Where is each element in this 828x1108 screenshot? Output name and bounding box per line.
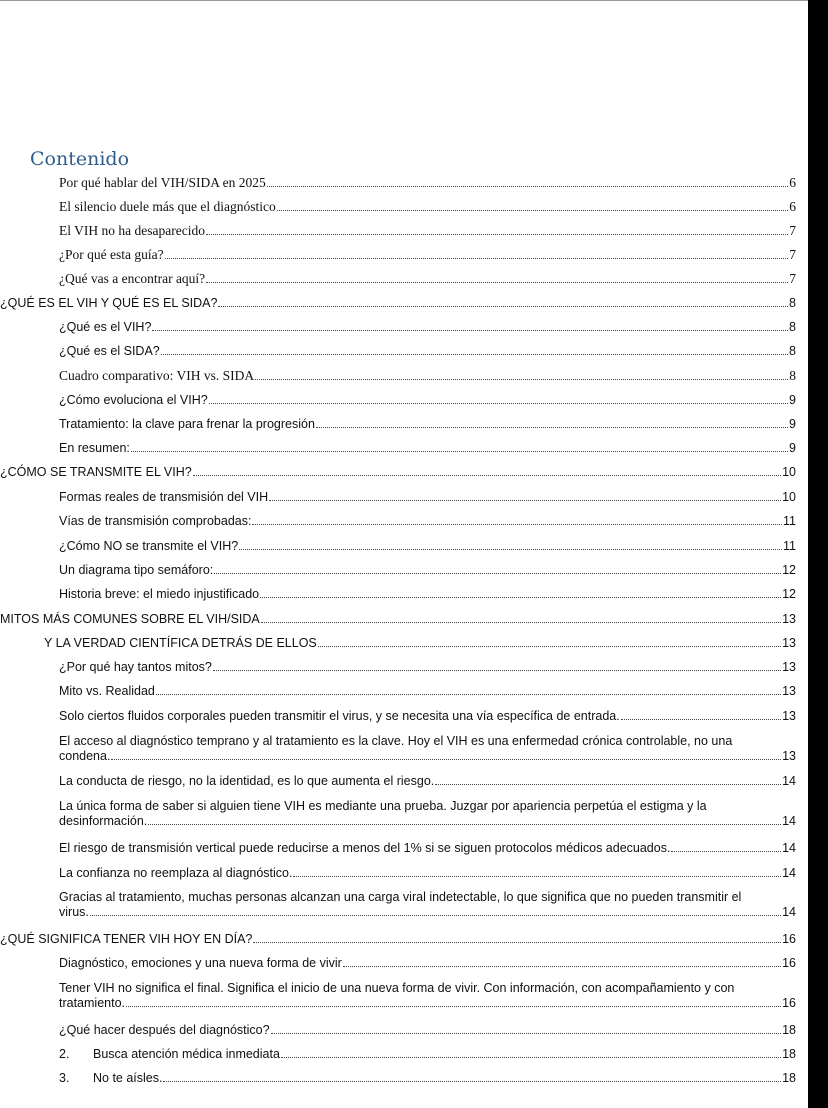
toc-page-number: 10 bbox=[782, 465, 796, 479]
toc-page-number: 14 bbox=[782, 905, 796, 919]
toc-entry-title: ¿Qué es el SIDA? bbox=[59, 344, 160, 358]
toc-entry-title: ¿CÓMO SE TRANSMITE EL VIH? bbox=[0, 465, 192, 479]
toc-dot-leader bbox=[271, 1033, 782, 1034]
toc-dot-leader bbox=[206, 234, 788, 235]
toc-entry-title: Solo ciertos fluidos corporales pueden transmitir el virus, y se necesita una vía específica de entrada. bbox=[59, 709, 620, 723]
toc-entry-title: El silencio duele más que el diagnóstico bbox=[59, 199, 276, 214]
toc-entry-title: Cuadro comparativo: VIH vs. SIDA bbox=[59, 368, 255, 383]
toc-entry-title-line1: La única forma de saber si alguien tiene VIH es mediante una prueba. Juzgar por apariencia perpetúa el estigma y la bbox=[59, 799, 707, 813]
toc-entry-title: ¿Cómo evoluciona el VIH? bbox=[59, 393, 208, 407]
toc-entry[interactable] bbox=[59, 1047, 796, 1062]
toc-entry[interactable] bbox=[59, 490, 796, 505]
toc-dot-leader bbox=[131, 451, 788, 452]
toc-heading: Contenido bbox=[30, 148, 130, 170]
toc-entry-number: 3. bbox=[59, 1071, 70, 1085]
toc-dot-leader bbox=[260, 597, 781, 598]
toc-entry-title: ¿QUÉ ES EL VIH Y QUÉ ES EL SIDA? bbox=[0, 296, 218, 310]
toc-entry-title: Busca atención médica inmediata bbox=[93, 1047, 280, 1061]
toc-dot-leader bbox=[214, 573, 781, 574]
toc-page-number: 12 bbox=[782, 563, 796, 577]
toc-entry[interactable] bbox=[59, 247, 796, 262]
toc-entry[interactable] bbox=[59, 320, 796, 335]
toc-page-number: 16 bbox=[782, 956, 796, 970]
toc-page-number: 9 bbox=[789, 393, 796, 407]
toc-page-number: 13 bbox=[782, 684, 796, 698]
toc-dot-leader bbox=[252, 524, 782, 525]
toc-entry[interactable] bbox=[59, 587, 796, 602]
toc-dot-leader bbox=[161, 354, 788, 355]
toc-dot-leader bbox=[261, 622, 781, 623]
toc-page-number: 6 bbox=[789, 199, 796, 214]
toc-page-number: 8 bbox=[789, 368, 796, 383]
toc-entry[interactable] bbox=[59, 441, 796, 456]
toc-entry-title: ¿Por qué hay tantos mitos? bbox=[59, 660, 212, 674]
toc-page-number: 9 bbox=[789, 417, 796, 431]
toc-dot-leader bbox=[269, 500, 781, 501]
toc-entry-title: El riesgo de transmisión vertical puede reducirse a menos del 1% si se siguen protocolos médicos adecuados. bbox=[59, 841, 671, 855]
toc-page-number: 14 bbox=[782, 866, 796, 880]
toc-dot-leader bbox=[206, 282, 788, 283]
toc-entry-title: desinformación. bbox=[59, 814, 148, 828]
toc-entry-title: MITOS MÁS COMUNES SOBRE EL VIH/SIDA bbox=[0, 612, 260, 626]
toc-entry[interactable] bbox=[0, 296, 796, 311]
toc-entry-number: 2. bbox=[59, 1047, 70, 1061]
toc-page-number: 6 bbox=[789, 175, 796, 190]
toc-entry[interactable] bbox=[0, 932, 796, 947]
toc-entry[interactable] bbox=[59, 734, 796, 764]
toc-entry-title: Y LA VERDAD CIENTÍFICA DETRÁS DE ELLOS bbox=[44, 636, 317, 650]
toc-entry-title: No te aísles. bbox=[93, 1071, 163, 1085]
toc-entry-title-line1: Tener VIH no significa el final. Significa el inicio de una nueva forma de vivir. Con información, con acompañamiento y con bbox=[59, 981, 735, 995]
toc-dot-leader bbox=[165, 258, 789, 259]
toc-dot-leader bbox=[621, 719, 781, 720]
toc-entry[interactable] bbox=[59, 774, 796, 789]
toc-dot-leader bbox=[209, 403, 788, 404]
toc-entry[interactable] bbox=[59, 660, 796, 675]
toc-entry[interactable] bbox=[44, 636, 796, 651]
toc-dot-leader bbox=[90, 915, 781, 916]
toc-dot-leader bbox=[281, 1057, 781, 1058]
toc-entry-title: ¿Qué hacer después del diagnóstico? bbox=[59, 1023, 270, 1037]
toc-entry-title: ¿Por qué esta guía? bbox=[59, 247, 164, 262]
toc-entry-title: Vías de transmisión comprobadas: bbox=[59, 514, 252, 528]
toc-page-number: 8 bbox=[789, 320, 796, 334]
toc-page-number: 10 bbox=[782, 490, 796, 504]
toc-entry[interactable] bbox=[59, 956, 796, 971]
toc-entry-title: Tratamiento: la clave para frenar la progresión bbox=[59, 417, 315, 431]
toc-entry[interactable] bbox=[59, 890, 796, 920]
toc-entry[interactable] bbox=[59, 866, 796, 881]
toc-entry[interactable] bbox=[59, 684, 796, 699]
toc-dot-leader bbox=[671, 851, 781, 852]
toc-entry[interactable] bbox=[59, 223, 796, 238]
toc-dot-leader bbox=[318, 646, 781, 647]
toc-entry-title: virus. bbox=[59, 905, 89, 919]
toc-dot-leader bbox=[193, 475, 781, 476]
toc-dot-leader bbox=[267, 186, 789, 187]
toc-page-number: 7 bbox=[789, 223, 796, 238]
toc-dot-leader bbox=[343, 966, 781, 967]
toc-dot-leader bbox=[126, 1006, 781, 1007]
toc-page-number: 13 bbox=[782, 660, 796, 674]
toc-dot-leader bbox=[253, 942, 781, 943]
toc-page-number: 11 bbox=[783, 514, 796, 528]
toc-entry-title: ¿Qué vas a encontrar aquí? bbox=[59, 271, 206, 286]
toc-entry[interactable] bbox=[59, 199, 796, 214]
toc-entry-title: Diagnóstico, emociones y una nueva forma de vivir bbox=[59, 956, 342, 970]
toc-entry-title-line1: El acceso al diagnóstico temprano y al tratamiento es la clave. Hoy el VIH es una enfermedad crónica controlable, no una bbox=[59, 734, 733, 748]
toc-entry[interactable] bbox=[59, 981, 796, 1011]
toc-entry[interactable] bbox=[59, 344, 796, 359]
toc-dot-leader bbox=[148, 824, 781, 825]
toc-entry-title: condena. bbox=[59, 749, 111, 763]
toc-entry-title: La conducta de riesgo, no la identidad, es lo que aumenta el riesgo. bbox=[59, 774, 435, 788]
toc-entry[interactable] bbox=[59, 709, 796, 724]
toc-entry[interactable] bbox=[59, 539, 796, 554]
toc-dot-leader bbox=[435, 784, 781, 785]
toc-entry[interactable] bbox=[59, 368, 796, 383]
toc-entry-title: tratamiento. bbox=[59, 996, 126, 1010]
toc-page-number: 18 bbox=[782, 1023, 796, 1037]
toc-entry-title: Formas reales de transmisión del VIH bbox=[59, 490, 269, 504]
toc-entry[interactable] bbox=[59, 799, 796, 829]
toc-entry-title: Mito vs. Realidad bbox=[59, 684, 155, 698]
toc-entry-title: La confianza no reemplaza al diagnóstico. bbox=[59, 866, 293, 880]
toc-entry[interactable] bbox=[59, 514, 796, 529]
toc-entry-title: ¿Qué es el VIH? bbox=[59, 320, 152, 334]
toc-entry[interactable] bbox=[59, 563, 796, 578]
toc-dot-leader bbox=[163, 1081, 781, 1082]
toc-entry-title: Un diagrama tipo semáforo: bbox=[59, 563, 214, 577]
toc-entry[interactable] bbox=[59, 175, 796, 190]
toc-page-number: 7 bbox=[789, 247, 796, 262]
toc-dot-leader bbox=[316, 427, 788, 428]
toc-page-number: 9 bbox=[789, 441, 796, 455]
toc-page-number: 8 bbox=[789, 296, 796, 310]
toc-dot-leader bbox=[218, 306, 788, 307]
toc-page-number: 14 bbox=[782, 814, 796, 828]
toc-page-number: 7 bbox=[789, 271, 796, 286]
toc-entry[interactable] bbox=[59, 271, 796, 286]
toc-dot-leader bbox=[111, 759, 781, 760]
toc-entry[interactable] bbox=[59, 1023, 796, 1038]
toc-dot-leader bbox=[152, 330, 788, 331]
toc-entry-title: ¿QUÉ SIGNIFICA TENER VIH HOY EN DÍA? bbox=[0, 932, 253, 946]
toc-entry-title: El VIH no ha desaparecido bbox=[59, 223, 205, 238]
toc-dot-leader bbox=[277, 210, 789, 211]
toc-entry[interactable] bbox=[0, 465, 796, 480]
toc-entry[interactable] bbox=[59, 841, 796, 856]
toc-page-number: 16 bbox=[782, 932, 796, 946]
toc-entry-title: ¿Cómo NO se transmite el VIH? bbox=[59, 539, 239, 553]
toc-page-number: 18 bbox=[782, 1071, 796, 1085]
toc-dot-leader bbox=[213, 670, 781, 671]
toc-entry[interactable] bbox=[59, 417, 796, 432]
toc-entry[interactable] bbox=[59, 393, 796, 408]
toc-entry-title: Historia breve: el miedo injustificado bbox=[59, 587, 260, 601]
toc-page-number: 13 bbox=[782, 709, 796, 723]
toc-page-number: 8 bbox=[789, 344, 796, 358]
toc-dot-leader bbox=[293, 876, 781, 877]
toc-dot-leader bbox=[239, 549, 782, 550]
toc-page-number: 14 bbox=[782, 774, 796, 788]
toc-page-number: 13 bbox=[782, 636, 796, 650]
toc-page-number: 18 bbox=[782, 1047, 796, 1061]
toc-entry-title: Por qué hablar del VIH/SIDA en 2025 bbox=[59, 175, 266, 190]
toc-entry[interactable] bbox=[59, 1071, 796, 1086]
toc-page-number: 11 bbox=[783, 539, 796, 553]
toc-page-number: 13 bbox=[782, 612, 796, 626]
toc-page-number: 16 bbox=[782, 996, 796, 1010]
toc-dot-leader bbox=[156, 694, 781, 695]
toc-entry[interactable] bbox=[0, 612, 796, 627]
toc-entry-title: En resumen: bbox=[59, 441, 130, 455]
toc-page-number: 12 bbox=[782, 587, 796, 601]
toc-entry-title-line1: Gracias al tratamiento, muchas personas alcanzan una carga viral indetectable, lo que significa que no pueden transmitir el bbox=[59, 890, 742, 904]
toc-dot-leader bbox=[255, 379, 788, 380]
toc-page-number: 13 bbox=[782, 749, 796, 763]
toc-page-number: 14 bbox=[782, 841, 796, 855]
